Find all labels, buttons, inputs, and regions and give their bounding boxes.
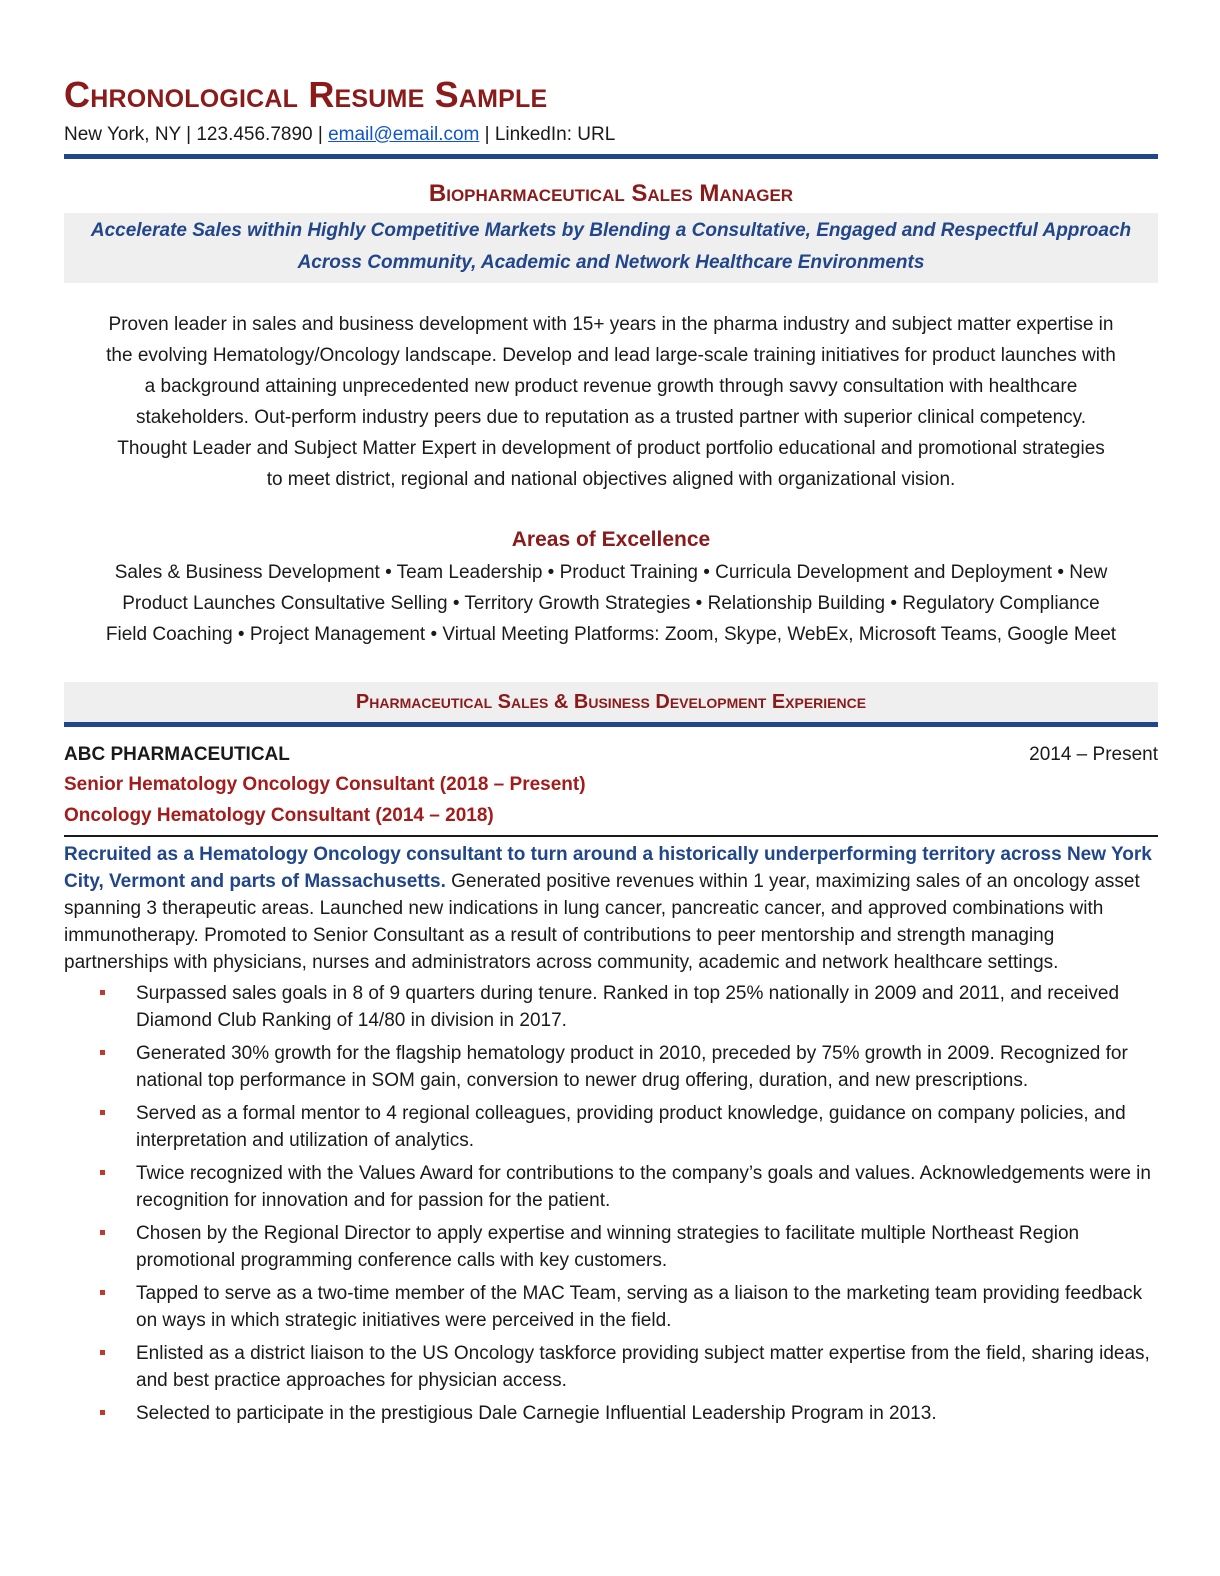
bullet-square-icon [100,990,105,995]
achievement-text: Generated 30% growth for the flagship hematology product in 2010, preceded by 75% growth in 2009. Recognized for national top performance in SOM gain, conversion to newer drug offering, duration, and new prescriptions. [136,1043,1128,1091]
job-divider [64,835,1158,837]
aoe-line-1: Sales & Business Development • Team Leadership • Product Training • Curricula Development and Deployment • New [114,562,1108,583]
bullet-square-icon [100,1170,105,1175]
summary-line-1: Proven leader in sales and business development with 15+ years in the pharma industry and subject matter expertise in [108,314,1114,335]
bullet-square-icon [100,1350,105,1355]
summary-line-2: the evolving Hematology/Oncology landscape. Develop and lead large-scale training initiatives for product launches with [106,345,1116,366]
tagline-line-2: Across Community, Academic and Network Healthcare Environments [297,252,925,273]
company-name: ABC PHARMACEUTICAL [64,744,290,765]
achievement-text: Selected to participate in the prestigious Dale Carnegie Influential Leadership Program in 2013. [136,1403,937,1424]
summary-line-6: to meet district, regional and national objectives aligned with organizational vision. [266,469,956,490]
role-title-1: Senior Hematology Oncology Consultant (2018 – Present) [64,774,586,795]
contact-suffix: | LinkedIn: URL [479,124,616,145]
summary-paragraph [64,309,1158,495]
areas-of-excellence-title: Areas of Excellence [511,528,711,551]
areas-of-excellence-list [64,557,1158,650]
bullet-square-icon [100,1410,105,1415]
achievement-text: Enlisted as a district liaison to the US Oncology taskforce providing subject matter expertise from the field, sharing ideas, and best practice approaches for physician access. [136,1343,1150,1391]
experience-section-title: Pharmaceutical Sales & Business Development Experience [64,682,1158,722]
bullet-square-icon [100,1110,105,1115]
list-item [136,1340,1158,1394]
role-title-2: Oncology Hematology Consultant (2014 – 2018) [64,805,494,826]
tagline-line-1: Accelerate Sales within Highly Competitive Markets by Blending a Consultative, Engaged and Respectful Approach [90,220,1132,241]
achievement-text: Chosen by the Regional Director to apply expertise and winning strategies to facilitate multiple Northeast Region promotional programming conference calls with key customers. [136,1223,1080,1271]
aoe-line-3: Field Coaching • Project Management • Virtual Meeting Platforms: Zoom, Skype, WebEx, Microsoft Teams, Google Meet [105,624,1117,645]
list-item [136,1220,1158,1274]
achievement-list [64,980,1158,1427]
email-link[interactable]: email@email.com [328,124,480,145]
header-divider [64,154,1158,159]
candidate-name: Chronological Resume Sample [64,74,548,115]
list-item [136,1100,1158,1154]
job-description-lead: Recruited as a Hematology Oncology consultant to turn around a historically underperforming territory across New York City, Vermont and parts of Massachusetts. [64,844,1152,892]
bullet-square-icon [100,1230,105,1235]
list-item [136,1040,1158,1094]
bullet-square-icon [100,1290,105,1295]
job-dates: 2014 – Present [1029,744,1158,765]
summary-line-4: stakeholders. Out-perform industry peers due to reputation as a trusted partner with superior clinical competency. [135,407,1087,428]
summary-line-5: Thought Leader and Subject Matter Expert in development of product portfolio educational and promotional strategies [117,438,1105,459]
list-item [136,1400,1158,1427]
achievement-text: Surpassed sales goals in 8 of 9 quarters during tenure. Ranked in top 25% nationally in 2009 and 2011, and received Diamond Club Ranking of 14/80 in division in 2017. [136,983,1120,1031]
summary-line-3: a background attaining unprecedented new product revenue growth through savvy consultation with healthcare [144,376,1078,397]
job-description [64,841,1158,976]
achievement-text: Twice recognized with the Values Award for contributions to the company’s goals and values. Acknowledgements were in recognition for innovation and for passion for the patient. [136,1163,1151,1211]
job-description-rest: Generated positive revenues within 1 year, maximizing sales of an oncology asset spanning 3 therapeutic areas. Launched new indications in lung cancer, pancreatic cancer, and approved combinations with immunotherapy. Promoted to Senior Consultant as a result of contributions to peer mentorship and strength managing partnerships with physicians, nurses and administrators across community, academic and network healthcare settings. [64,871,1140,973]
experience-divider [64,722,1158,727]
bullet-square-icon [100,1050,105,1055]
list-item [136,980,1158,1034]
headline-title: Biopharmaceutical Sales Manager [428,180,794,207]
contact-prefix: New York, NY | 123.456.7890 | [64,124,329,145]
contact-line [64,122,1158,148]
list-item [136,1160,1158,1214]
achievement-text: Served as a formal mentor to 4 regional colleagues, providing product knowledge, guidance on company policies, and interpretation and utilization of analytics. [136,1103,1126,1151]
list-item [136,1280,1158,1334]
tagline-box [64,213,1158,283]
achievement-text: Tapped to serve as a two-time member of the MAC Team, serving as a liaison to the marketing team providing feedback on ways in which strategic initiatives were perceived in the field. [136,1283,1143,1331]
aoe-line-2: Product Launches Consultative Selling • Territory Growth Strategies • Relationship Building • Regulatory Compliance [122,593,1100,614]
job-header [64,741,1158,769]
